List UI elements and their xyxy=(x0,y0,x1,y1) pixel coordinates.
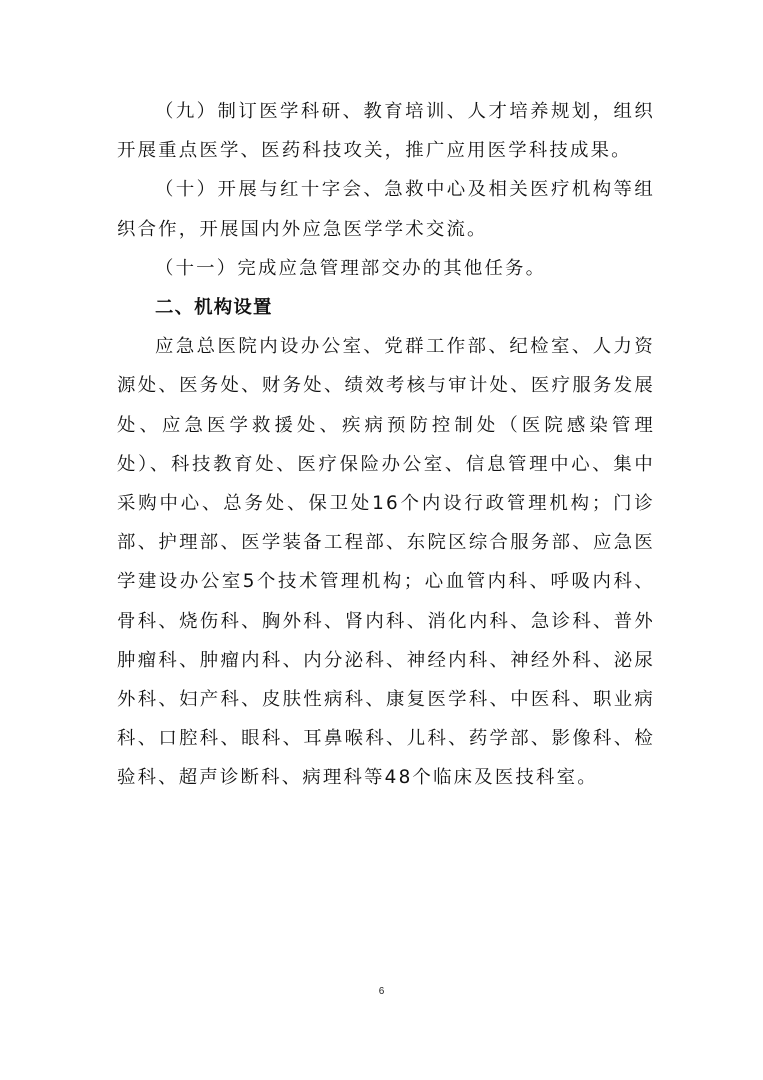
paragraph-item-11: （十一）完成应急管理部交办的其他任务。 xyxy=(155,257,547,279)
paragraph-item-9: （九）制订医学科研、教育培训、人才培养规划，组织开展重点医学、医药科技攻关，推广应用医学科技成果。 xyxy=(117,101,655,162)
section-heading: 二、机构设置 xyxy=(155,297,273,319)
page-number: 6 xyxy=(378,986,385,997)
paragraph-item-10: （十）开展与红十字会、急救中心及相关医疗机构等组织合作，开展国内外应急医学学术交流。 xyxy=(117,179,655,240)
section-body-paragraph: 应急总医院内设办公室、党群工作部、纪检室、人力资源处、医务处、财务处、绩效考核与审计处、医疗服务发展处、应急医学救援处、疾病预防控制处（医院感染管理处）、科技教育处、医疗保险办公室、信息管理中心、集中采购中心、总务处、保卫处16个内设行政管理机构；门诊部、护理部、医学装备工程部、东院区综合服务部、应急医学建设办公室5个技术管理机构；心血管内科、呼吸内科、骨科、烧伤科、胸外科、肾内科、消化内科、急诊科、普外肿瘤科、肿瘤内科、内分泌科、神经内科、神经外科、泌尿外科、妇产科、皮肤性病科、康复医学科、中医科、职业病科、口腔科、眼科、耳鼻喉科、儿科、药学部、影像科、检验科、超声诊断科、病理科等48个临床及医技科室。 xyxy=(117,336,655,789)
document-body xyxy=(117,92,655,798)
